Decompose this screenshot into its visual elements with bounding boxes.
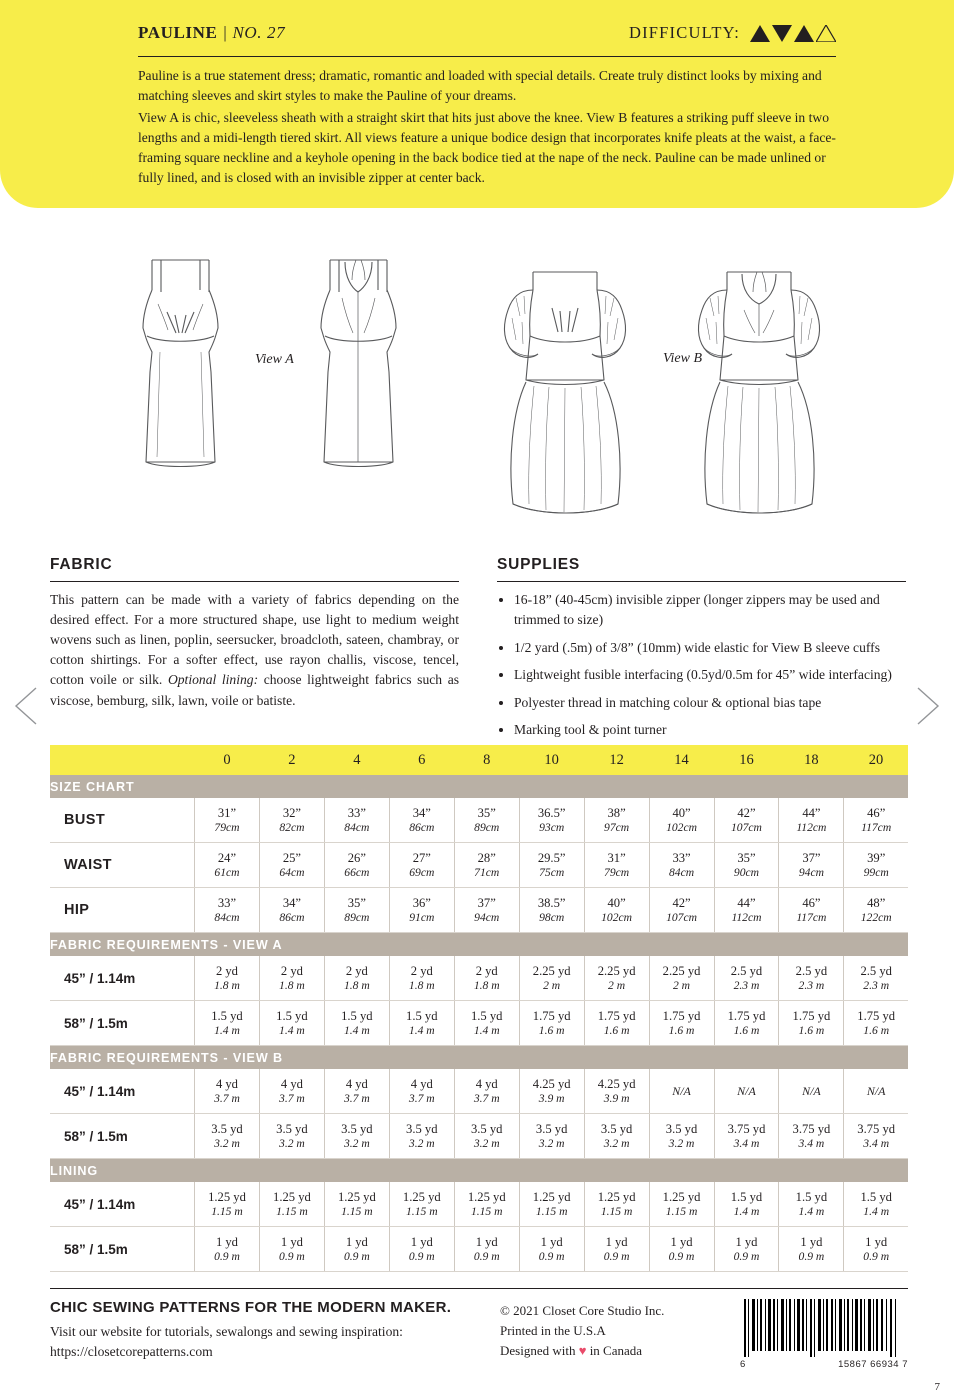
- header-title-row: [138, 18, 836, 48]
- table-cell: 1.75 yd 1.6 m: [779, 1001, 844, 1046]
- table-cell: 1 yd 0.9 m: [519, 1227, 584, 1272]
- row-label: WAIST: [50, 843, 195, 888]
- table-cell: 35” 89cm: [324, 888, 389, 933]
- size-column-header: 6: [389, 745, 454, 775]
- table-cell: 42” 107cm: [714, 798, 779, 843]
- table-cell: 1.25 yd 1.15 m: [324, 1182, 389, 1227]
- table-cell: 36” 91cm: [389, 888, 454, 933]
- technical-drawings-svg: [0, 212, 954, 542]
- size-column-header: 18: [779, 745, 844, 775]
- section-label: LINING: [50, 1159, 908, 1183]
- table-cell: 44” 112cm: [714, 888, 779, 933]
- table-cell: 40” 102cm: [584, 888, 649, 933]
- table-cell: 1.5 yd 1.4 m: [714, 1182, 779, 1227]
- table-row: [50, 1227, 908, 1272]
- table-cell: 2 yd 1.8 m: [195, 956, 260, 1001]
- table-cell: 1 yd 0.9 m: [649, 1227, 714, 1272]
- header-content: [138, 18, 836, 190]
- table-cell: 39” 99cm: [844, 843, 908, 888]
- table-cell: 1.25 yd 1.15 m: [584, 1182, 649, 1227]
- table-cell: 4 yd 3.7 m: [195, 1069, 260, 1114]
- table-cell: 3.5 yd 3.2 m: [195, 1114, 260, 1159]
- page-number: 7: [934, 1381, 940, 1393]
- description-paragraph-2: View A is chic, sleeveless sheath with a straight skirt that hits just above the knee. View B features a striking puff sleeve in two lengths and a midi-length tiered skirt. All views feature a unique bodice design that incorporates knife pleats at the waist, a face-framing square neckline and a keyhole opening in the back bodice tied at the nape of the neck. Pauline can be made unlined or fully lined, and is closed with an invisible zipper at center back.: [138, 110, 836, 185]
- table-cell: N/A: [844, 1069, 908, 1114]
- table-cell: 1 yd 0.9 m: [844, 1227, 908, 1272]
- table-cell: 3.5 yd 3.2 m: [389, 1114, 454, 1159]
- fabric-heading: FABRIC: [50, 556, 113, 573]
- table-cell: 2.25 yd 2 m: [519, 956, 584, 1001]
- table-cell: 25” 64cm: [259, 843, 324, 888]
- header-divider: [138, 56, 836, 57]
- difficulty-triangle-filled-2: [772, 25, 792, 42]
- right-registration-arrow-icon: [916, 686, 942, 731]
- table-cell: 1 yd 0.9 m: [389, 1227, 454, 1272]
- table-cell: 35” 90cm: [714, 843, 779, 888]
- list-item: • Polyester thread in matching colour & optional bias tape: [514, 693, 906, 713]
- size-column-header: 0: [195, 745, 260, 775]
- size-chart: [50, 745, 908, 1272]
- table-cell: 1.25 yd 1.15 m: [454, 1182, 519, 1227]
- table-cell: 1.75 yd 1.6 m: [519, 1001, 584, 1046]
- table-cell: 2.25 yd 2 m: [649, 956, 714, 1001]
- table-cell: 29.5” 75cm: [519, 843, 584, 888]
- size-chart-section-header: [50, 775, 908, 798]
- size-column-header: 12: [584, 745, 649, 775]
- size-chart-header-row: [50, 745, 908, 775]
- technical-drawings: [0, 212, 954, 542]
- view-b-back: [698, 272, 819, 513]
- table-row: [50, 798, 908, 843]
- table-cell: 1.5 yd 1.4 m: [259, 1001, 324, 1046]
- view-a-label: View A: [255, 352, 294, 367]
- table-cell: 3.75 yd 3.4 m: [844, 1114, 908, 1159]
- table-cell: 3.75 yd 3.4 m: [779, 1114, 844, 1159]
- table-cell: 4 yd 3.7 m: [324, 1069, 389, 1114]
- view-a-back: [321, 260, 396, 467]
- left-registration-arrow-icon: [12, 686, 38, 731]
- footer-brand: [50, 1299, 490, 1361]
- table-cell: 31” 79cm: [584, 843, 649, 888]
- title-separator: |: [222, 23, 228, 42]
- barcode-number-left: 6: [740, 1359, 746, 1370]
- table-cell: 38.5” 98cm: [519, 888, 584, 933]
- barcode-number: [740, 1359, 908, 1370]
- table-cell: 1.5 yd 1.4 m: [844, 1182, 908, 1227]
- row-label: 58” / 1.5m: [50, 1114, 195, 1159]
- table-cell: 34” 86cm: [389, 798, 454, 843]
- footer-divider: [50, 1288, 908, 1289]
- table-cell: 48” 122cm: [844, 888, 908, 933]
- table-cell: 2 yd 1.8 m: [454, 956, 519, 1001]
- table-cell: 1 yd 0.9 m: [259, 1227, 324, 1272]
- size-chart-section-header: [50, 1159, 908, 1183]
- table-cell: 2 yd 1.8 m: [259, 956, 324, 1001]
- list-item: • 1/2 yard (.5m) of 3/8” (10mm) wide elastic for View B sleeve cuffs: [514, 638, 906, 658]
- table-cell: 24” 61cm: [195, 843, 260, 888]
- table-cell: 38” 97cm: [584, 798, 649, 843]
- table-cell: 2 yd 1.8 m: [389, 956, 454, 1001]
- table-cell: 1.5 yd 1.4 m: [195, 1001, 260, 1046]
- table-cell: 1.25 yd 1.15 m: [195, 1182, 260, 1227]
- footer-website-link[interactable]: https://closetcorepatterns.com: [50, 1343, 213, 1359]
- table-cell: 33” 84cm: [324, 798, 389, 843]
- barcode: [740, 1299, 908, 1370]
- table-cell: 42” 107cm: [649, 888, 714, 933]
- table-cell: 46” 117cm: [844, 798, 908, 843]
- table-cell: N/A: [649, 1069, 714, 1114]
- table-cell: 1 yd 0.9 m: [195, 1227, 260, 1272]
- table-row: [50, 1069, 908, 1114]
- fabric-divider: [50, 581, 459, 582]
- barcode-number-right: 15867 66934 7: [838, 1359, 908, 1370]
- optional-lining-label: Optional lining:: [167, 672, 259, 688]
- fabric-body: [50, 590, 459, 711]
- list-item: • Lightweight fusible interfacing (0.5yd/0.5m for 45” wide interfacing): [514, 665, 906, 685]
- footer-designed-post: in Canada: [586, 1343, 643, 1359]
- difficulty-triangle-empty-4: [816, 25, 836, 42]
- table-cell: 2.5 yd 2.3 m: [714, 956, 779, 1001]
- row-label: 45” / 1.14m: [50, 1069, 195, 1114]
- supplies-heading: SUPPLIES: [497, 556, 581, 573]
- table-cell: 4 yd 3.7 m: [389, 1069, 454, 1114]
- table-cell: 37” 94cm: [454, 888, 519, 933]
- table-cell: 35” 89cm: [454, 798, 519, 843]
- section-label: SIZE CHART: [50, 775, 908, 798]
- table-cell: 1.25 yd 1.15 m: [649, 1182, 714, 1227]
- table-cell: 2.25 yd 2 m: [584, 956, 649, 1001]
- size-column-header: 20: [844, 745, 908, 775]
- size-column-header: 14: [649, 745, 714, 775]
- list-item: • Marking tool & point turner: [514, 720, 906, 740]
- table-cell: 2 yd 1.8 m: [324, 956, 389, 1001]
- table-cell: 32” 82cm: [259, 798, 324, 843]
- size-column-header: 16: [714, 745, 779, 775]
- table-cell: 28” 71cm: [454, 843, 519, 888]
- size-column-header: 2: [259, 745, 324, 775]
- table-cell: 4 yd 3.7 m: [454, 1069, 519, 1114]
- table-cell: 34” 86cm: [259, 888, 324, 933]
- table-cell: 4 yd 3.7 m: [259, 1069, 324, 1114]
- info-columns: [50, 556, 906, 747]
- footer-designed: [500, 1341, 730, 1361]
- difficulty-triangle-filled-3: [794, 25, 814, 42]
- difficulty-triangle-filled-1: [750, 25, 770, 42]
- pattern-number: NO. 27: [232, 23, 286, 42]
- supplies-divider: [497, 581, 906, 582]
- table-row: [50, 1001, 908, 1046]
- table-cell: 31” 79cm: [195, 798, 260, 843]
- table-cell: N/A: [779, 1069, 844, 1114]
- table-cell: 2.5 yd 2.3 m: [844, 956, 908, 1001]
- footer-legal: [500, 1299, 730, 1361]
- table-cell: 2.5 yd 2.3 m: [779, 956, 844, 1001]
- table-cell: 1 yd 0.9 m: [324, 1227, 389, 1272]
- heart-icon: ♥: [578, 1343, 587, 1359]
- table-cell: 3.5 yd 3.2 m: [649, 1114, 714, 1159]
- row-label: 58” / 1.5m: [50, 1001, 195, 1046]
- footer-visit-line: Visit our website for tutorials, sewalongs and sewing inspiration:: [50, 1324, 403, 1339]
- table-cell: 1.75 yd 1.6 m: [584, 1001, 649, 1046]
- table-cell: 1.25 yd 1.15 m: [519, 1182, 584, 1227]
- view-a-front: [143, 260, 218, 467]
- table-cell: 3.5 yd 3.2 m: [584, 1114, 649, 1159]
- row-label: BUST: [50, 798, 195, 843]
- table-cell: 1.75 yd 1.6 m: [714, 1001, 779, 1046]
- size-chart-corner-cell: [50, 745, 195, 775]
- table-cell: 1.25 yd 1.15 m: [259, 1182, 324, 1227]
- difficulty-triangles: [750, 25, 836, 42]
- header-banner: [0, 0, 954, 208]
- row-label: 58” / 1.5m: [50, 1227, 195, 1272]
- table-cell: 1 yd 0.9 m: [584, 1227, 649, 1272]
- table-cell: 1 yd 0.9 m: [454, 1227, 519, 1272]
- table-row: [50, 956, 908, 1001]
- table-cell: N/A: [714, 1069, 779, 1114]
- page-title: [138, 23, 285, 43]
- table-cell: 1.5 yd 1.4 m: [779, 1182, 844, 1227]
- table-cell: 46” 117cm: [779, 888, 844, 933]
- footer-printed: Printed in the U.S.A: [500, 1323, 606, 1339]
- table-cell: 37” 94cm: [779, 843, 844, 888]
- table-cell: 27” 69cm: [389, 843, 454, 888]
- pattern-description: [138, 66, 836, 187]
- table-cell: 26” 66cm: [324, 843, 389, 888]
- section-label: FABRIC REQUIREMENTS - VIEW A: [50, 933, 908, 957]
- footer-designed-pre: Designed with: [500, 1343, 579, 1359]
- supplies-list: [497, 590, 906, 740]
- supplies-column: [497, 556, 906, 747]
- size-column-header: 4: [324, 745, 389, 775]
- table-cell: 3.5 yd 3.2 m: [454, 1114, 519, 1159]
- size-column-header: 8: [454, 745, 519, 775]
- difficulty-label: DIFFICULTY:: [628, 23, 740, 42]
- table-cell: 4.25 yd 3.9 m: [584, 1069, 649, 1114]
- difficulty-meter: [629, 23, 836, 43]
- footer-copyright: © 2021 Closet Core Studio Inc.: [500, 1303, 665, 1318]
- footer: [50, 1288, 908, 1370]
- description-paragraph-1: Pauline is a true statement dress; dramatic, romantic and loaded with special details. Create truly distinct looks by mixing and matching sleeves and skirt styles to make the Pauline of your dreams.: [138, 68, 822, 103]
- table-cell: 3.5 yd 3.2 m: [259, 1114, 324, 1159]
- size-chart-section-header: [50, 933, 908, 957]
- size-column-header: 10: [519, 745, 584, 775]
- table-cell: 36.5” 93cm: [519, 798, 584, 843]
- list-item: • 16-18” (40-45cm) invisible zipper (longer zippers may be used and trimmed to size): [514, 590, 906, 631]
- table-cell: 1 yd 0.9 m: [714, 1227, 779, 1272]
- table-cell: 33” 84cm: [195, 888, 260, 933]
- table-row: [50, 1114, 908, 1159]
- table-cell: 1.75 yd 1.6 m: [844, 1001, 908, 1046]
- table-cell: 3.5 yd 3.2 m: [519, 1114, 584, 1159]
- table-cell: 33” 84cm: [649, 843, 714, 888]
- row-label: HIP: [50, 888, 195, 933]
- size-chart-table: [50, 745, 908, 1272]
- pattern-name: PAULINE: [138, 23, 218, 42]
- table-cell: 1.5 yd 1.4 m: [454, 1001, 519, 1046]
- view-b-label: View B: [663, 351, 703, 366]
- table-row: [50, 888, 908, 933]
- table-cell: 1.25 yd 1.15 m: [389, 1182, 454, 1227]
- table-row: [50, 843, 908, 888]
- optional-lining-text: choose lightweight fabrics such as viscose, bemburg, silk, lawn, voile or batiste.: [50, 672, 460, 708]
- table-cell: 1.75 yd 1.6 m: [649, 1001, 714, 1046]
- row-label: 45” / 1.14m: [50, 956, 195, 1001]
- row-label: 45” / 1.14m: [50, 1182, 195, 1227]
- table-cell: 3.5 yd 3.2 m: [324, 1114, 389, 1159]
- table-cell: 1 yd 0.9 m: [779, 1227, 844, 1272]
- table-row: [50, 1182, 908, 1227]
- fabric-column: [50, 556, 459, 747]
- barcode-image: [740, 1299, 900, 1357]
- table-cell: 3.75 yd 3.4 m: [714, 1114, 779, 1159]
- view-b-front: [504, 272, 625, 513]
- table-cell: 1.5 yd 1.4 m: [324, 1001, 389, 1046]
- size-chart-section-header: [50, 1046, 908, 1070]
- section-label: FABRIC REQUIREMENTS - VIEW B: [50, 1046, 908, 1070]
- table-cell: 1.5 yd 1.4 m: [389, 1001, 454, 1046]
- fabric-body-text: This pattern can be made with a variety of fabrics depending on the desired effect. For a more structured shape, use light to medium weight wovens such as linen, poplin, seersucker, broadcloth, sateen, chambray, or cotton shirtings. For a softer effect, use rayon challis, viscose, tencel, cotton voile or silk.: [50, 592, 459, 688]
- table-cell: 4.25 yd 3.9 m: [519, 1069, 584, 1114]
- table-cell: 44” 112cm: [779, 798, 844, 843]
- table-cell: 40” 102cm: [649, 798, 714, 843]
- footer-tagline: CHIC SEWING PATTERNS FOR THE MODERN MAKER.: [50, 1299, 452, 1316]
